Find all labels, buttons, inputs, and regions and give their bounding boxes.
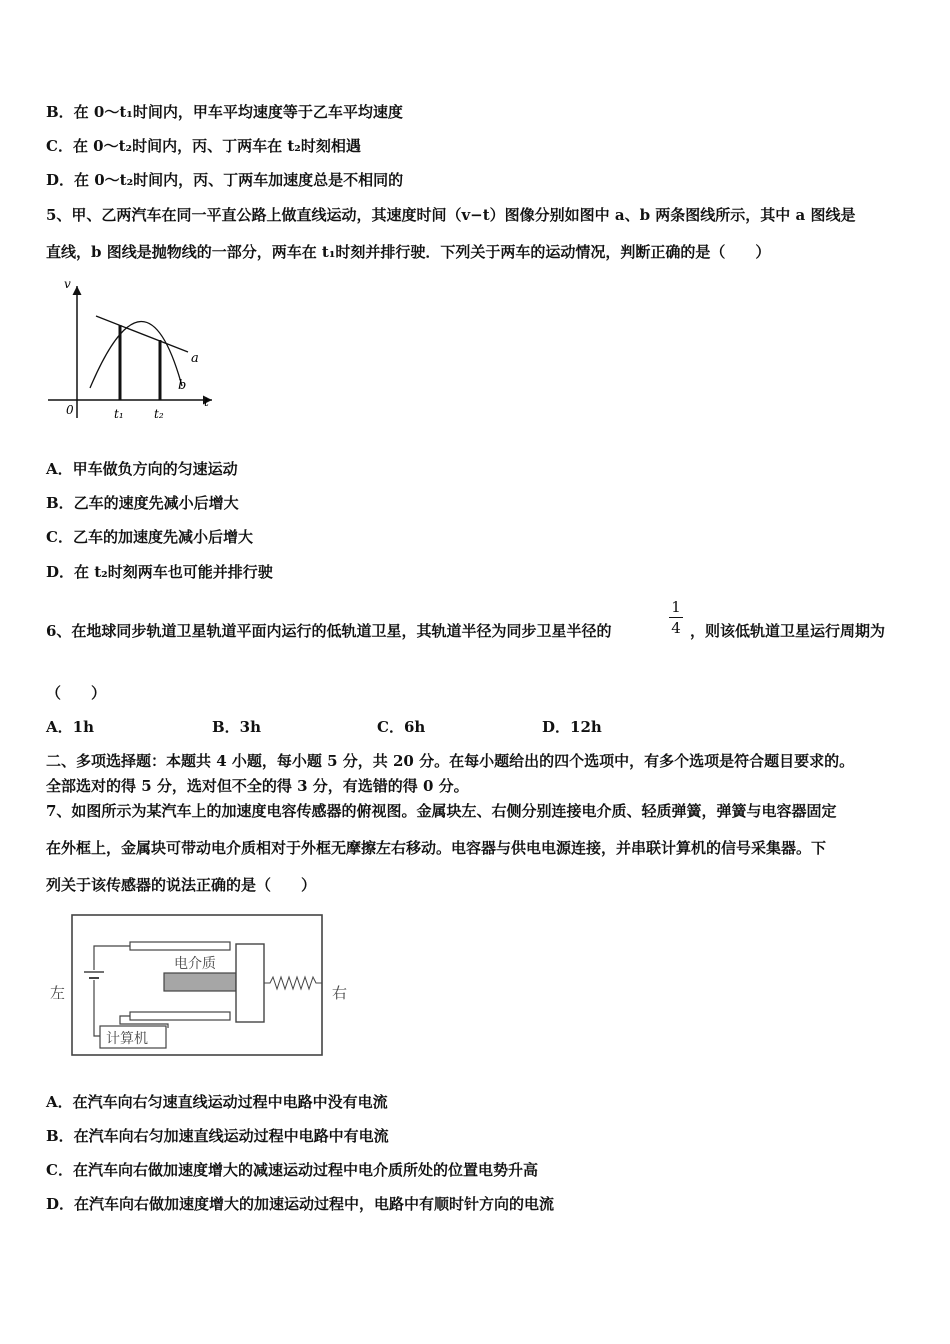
q5-stem-line2: 直线，b 图线是抛物线的一部分，两车在 t₁时刻并排行驶．下列关于两车的运动情况，判断正确的是（ ） xyxy=(46,243,771,261)
q7-option-d: D．在汽车向右做加速度增大的加速运动过程中，电路中有顺时针方向的电流 xyxy=(46,1195,555,1213)
q6-stem-before: 6、在地球同步轨道卫星轨道平面内运行的低轨道卫星，其轨道半径为同步卫星半径的 xyxy=(46,622,612,640)
q5-option-b: B．乙车的速度先减小后增大 xyxy=(46,494,239,512)
a-label: a xyxy=(191,351,199,366)
q4-option-b: B．在 0～t₁时间内，甲车平均速度等于乙车平均速度 xyxy=(46,103,403,121)
wire-top xyxy=(94,946,130,970)
spring xyxy=(264,977,322,989)
t-label: t xyxy=(204,395,209,409)
q7-option-a: A．在汽车向右匀速直线运动过程中电路中没有电流 xyxy=(46,1093,388,1111)
metal-block xyxy=(236,944,264,1022)
capacitor-top-plate xyxy=(130,942,230,950)
q5-option-d: D．在 t₂时刻两车也可能并排行驶 xyxy=(46,563,273,581)
q6-option-b: B．3h xyxy=(212,718,262,736)
q6-stem-after: ，则该低轨道卫星运行周期为 xyxy=(690,622,886,640)
q6-fraction xyxy=(669,598,683,637)
dielectric xyxy=(164,973,236,991)
section2-line2: 全部选对的得 5 分，选对但不全的得 3 分，有选错的得 0 分。 xyxy=(46,777,469,795)
t2-label: t₂ xyxy=(154,407,164,421)
q6-blank: （ ） xyxy=(46,684,107,702)
q7-stem-line2: 在外框上，金属块可带动电介质相对于外框无摩擦左右移动。电容器与供电电源连接，并串联计算机的信号采集器。下 xyxy=(46,839,827,857)
q5-option-c: C．乙车的加速度先减小后增大 xyxy=(46,528,253,546)
q7-sensor-diagram xyxy=(44,910,364,1060)
q7-stem-line1: 7、如图所示为某汽车上的加速度电容传感器的俯视图。金属块左、右侧分别连接电介质、轻质弹簧，弹簧与电容器固定 xyxy=(46,802,837,820)
q7-option-c: C．在汽车向右做加速度增大的减速运动过程中电介质所处的位置电势升高 xyxy=(46,1161,538,1179)
q4-option-d: D．在 0～t₂时间内，丙、丁两车加速度总是不相同的 xyxy=(46,171,404,189)
q7-option-b: B．在汽车向右匀加速直线运动过程中电路中有电流 xyxy=(46,1127,389,1145)
v-label: v xyxy=(64,277,71,291)
dielectric-label: 电介质 xyxy=(174,956,216,972)
q6-option-c: C．6h xyxy=(377,718,426,736)
origin-label: 0 xyxy=(66,403,74,417)
q6-frac-num: 1 xyxy=(671,598,681,616)
q6-frac-den: 4 xyxy=(671,619,681,637)
wire-bottom xyxy=(94,980,100,1036)
computer-label: 计算机 xyxy=(106,1031,148,1047)
q7-stem-line3: 列关于该传感器的说法正确的是（ ） xyxy=(46,876,317,894)
capacitor-bottom-plate xyxy=(130,1012,230,1020)
q5-option-a: A．甲车做负方向的匀速运动 xyxy=(46,460,238,478)
section2-line1: 二、多项选择题：本题共 4 小题，每小题 5 分，共 20 分。在每小题给出的四个选项中，有多个选项是符合题目要求的。 xyxy=(46,752,855,770)
b-label: b xyxy=(178,378,187,393)
q6-option-d: D．12h xyxy=(542,718,602,736)
q6-option-a: A．1h xyxy=(46,718,94,736)
t1-label: t₁ xyxy=(114,407,124,421)
right-label: 右 xyxy=(332,984,348,1002)
q5-vt-graph xyxy=(44,276,224,426)
q5-stem-line1: 5、甲、乙两汽车在同一平直公路上做直线运动，其速度时间（v−t）图像分别如图中 a、b 两条图线所示，其中 a 图线是 xyxy=(46,206,856,224)
left-label: 左 xyxy=(50,984,66,1002)
q4-option-c: C．在 0～t₂时间内，丙、丁两车在 t₂时刻相遇 xyxy=(46,137,361,155)
